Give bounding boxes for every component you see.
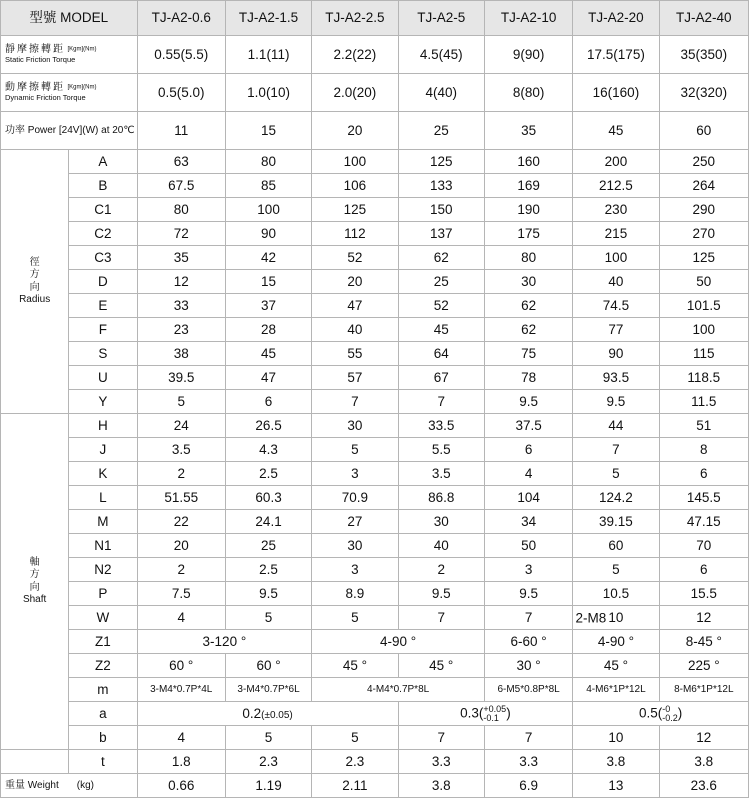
value-cell: 225 ° [659,654,748,678]
value-cell: 45 ° [312,654,398,678]
value-cell: 7 [398,390,484,414]
value-cell: 40 [312,318,398,342]
value-cell: 4.3 [225,438,311,462]
value-cell: 13 [573,774,659,798]
value-cell: 47 [225,366,311,390]
value-cell: 37 [225,294,311,318]
value-cell: 100 [659,318,748,342]
value-cell: 10.5 [573,582,659,606]
value-cell: 30 ° [484,654,572,678]
value-cell: 4.5(45) [398,36,484,74]
radius-row [1,246,749,270]
value-cell: 37.5 [484,414,572,438]
model-name-cell: TJ-A2-1.5 [225,1,311,36]
value-cell: 4(40) [398,74,484,112]
value-cell: 60 [659,112,748,150]
dimension-label: L [69,486,137,510]
value-cell: 230 [573,198,659,222]
t-row [1,750,749,774]
value-cell: 72 [137,222,225,246]
value-cell: 86.8 [398,486,484,510]
value-cell: 24 [137,414,225,438]
value-cell: 4 [137,726,225,750]
value-cell: 12 [659,726,748,750]
static-torque-label [1,36,138,74]
value-cell: 5 [137,390,225,414]
dimension-label: C1 [69,198,137,222]
value-cell: 2.5 [225,558,311,582]
value-cell: 8(80) [484,74,572,112]
weight-row [1,774,749,798]
value-cell: 25 [398,112,484,150]
value-cell: 45 ° [573,654,659,678]
dimension-label: K [69,462,137,486]
value-cell: 1.8 [137,750,225,774]
value-cell: 2.2(22) [312,36,398,74]
value-cell: 6-60 ° [484,630,572,654]
value-cell: 100 [225,198,311,222]
static-torque-cn: 靜摩擦轉距 [5,44,65,56]
value-cell: 26.5 [225,414,311,438]
shaft-en: Shaft [22,594,47,605]
shaft-row-z1 [1,630,749,654]
value-cell: 0.2(±0.05) [137,702,398,726]
value-cell: 33.5 [398,414,484,438]
value-cell: 10 [573,726,659,750]
value-cell: 6 [484,438,572,462]
shaft-row-a [1,702,749,726]
value-cell: 12 [659,606,748,630]
value-cell: 40 [573,270,659,294]
value-cell: 4 [484,462,572,486]
shaft-row [1,462,749,486]
value-cell: 0.66 [137,774,225,798]
static-torque-en: Static Friction Torque [5,55,76,65]
model-name-cell: TJ-A2-5 [398,1,484,36]
value-cell: 6 [659,462,748,486]
model-header: 型號 MODEL [1,1,138,36]
value-cell: 45 [573,112,659,150]
value-cell: 15 [225,112,311,150]
value-cell: 0.3( +0.05 -0.1 ) [398,702,573,726]
header-row [1,1,749,36]
value-cell: 11.5 [659,390,748,414]
shaft-row [1,582,749,606]
value-cell: 7 [573,438,659,462]
value-cell: 32(320) [659,74,748,112]
value-cell: 290 [659,198,748,222]
value-cell: 70 [659,534,748,558]
value-cell: 7 [398,726,484,750]
value-cell: 5 [312,726,398,750]
model-name-cell: TJ-A2-40 [659,1,748,36]
dimension-label: D [69,270,137,294]
value-cell: 2.5 [225,462,311,486]
shaft-row [1,438,749,462]
value-cell: 55 [312,342,398,366]
value-cell: 90 [573,342,659,366]
value-cell: 125 [659,246,748,270]
value-cell: 104 [484,486,572,510]
value-cell: 80 [137,198,225,222]
power-label: 功率 Power [24V](W) at 20℃ [1,112,138,150]
value-cell: 125 [398,150,484,174]
value-cell: 133 [398,174,484,198]
value-cell: 20 [312,112,398,150]
value-cell: 4 [137,606,225,630]
value-cell: 5 [573,558,659,582]
value-cell: 175 [484,222,572,246]
value-cell: 212.5 [573,174,659,198]
model-name-cell: TJ-A2-0.6 [137,1,225,36]
value-cell: 50 [659,270,748,294]
shaft-row [1,510,749,534]
static-torque-row [1,36,749,74]
value-cell: 60 ° [137,654,225,678]
radius-group-label: 徑 方 向 Radius [1,150,69,414]
value-cell: 11 [137,112,225,150]
value-cell: 39.5 [137,366,225,390]
dimension-label: Z1 [69,630,137,654]
value-cell: 35 [137,246,225,270]
value-cell: 60.3 [225,486,311,510]
value-cell: 47 [312,294,398,318]
dimension-label: P [69,582,137,606]
weight-label: 重量 Weight (kg) [1,774,138,798]
radius-row [1,318,749,342]
value-cell: 124.2 [573,486,659,510]
value-cell: 3.5 [398,462,484,486]
dimension-label: a [69,702,137,726]
value-cell: 270 [659,222,748,246]
value-cell: 30 [484,270,572,294]
dimension-label: U [69,366,137,390]
value-cell: 20 [137,534,225,558]
shaft-row-z2 [1,654,749,678]
value-cell: 5 [573,462,659,486]
value-cell: 3.5 [137,438,225,462]
value-cell: 3 [484,558,572,582]
value-cell: 22 [137,510,225,534]
shaft-row-w [1,606,749,630]
value-cell: 47.15 [659,510,748,534]
value-cell: 4-M4*0.7P*8L [312,678,485,702]
value-cell: 145.5 [659,486,748,510]
value-cell: 30 [312,534,398,558]
value-cell: 30 [398,510,484,534]
value-cell: 77 [573,318,659,342]
value-cell: 3-120 ° [137,630,312,654]
dimension-label: C2 [69,222,137,246]
value-cell: 7 [484,726,572,750]
value-cell: 4-90 ° [312,630,485,654]
shaft-row [1,486,749,510]
value-cell: 3.8 [398,774,484,798]
value-cell: 52 [312,246,398,270]
value-cell: 75 [484,342,572,366]
value-cell: 27 [312,510,398,534]
value-cell: 62 [398,246,484,270]
value-cell: 62 [484,318,572,342]
value-cell: 0.5( -0 -0.2 ) [573,702,749,726]
value-cell: 7.5 [137,582,225,606]
value-cell: 62 [484,294,572,318]
dimension-label: S [69,342,137,366]
value-cell: 30 [312,414,398,438]
value-cell: 45 [225,342,311,366]
value-cell: 8 [659,438,748,462]
value-cell: 23.6 [659,774,748,798]
value-cell: 190 [484,198,572,222]
radius-row [1,270,749,294]
value-cell: 64 [398,342,484,366]
dimension-label: W [69,606,137,630]
value-cell: 3.3 [398,750,484,774]
value-cell: 90 [225,222,311,246]
radius-row [1,150,749,174]
value-cell: 15.5 [659,582,748,606]
value-cell: 3.8 [573,750,659,774]
value-cell: 28 [225,318,311,342]
value-cell: 106 [312,174,398,198]
value-cell: 67 [398,366,484,390]
value-cell: 2.0(20) [312,74,398,112]
value-cell: 10 [573,606,659,630]
value-cell: 4-90 ° [573,630,659,654]
dimension-label: Z2 [69,654,137,678]
value-cell: 5 [312,606,398,630]
value-cell: 60 [573,534,659,558]
value-cell: 1.1(11) [225,36,311,74]
radius-row [1,174,749,198]
value-cell: 0.5(5.0) [137,74,225,112]
value-cell: 8.9 [312,582,398,606]
value-cell: 169 [484,174,572,198]
value-cell: 70.9 [312,486,398,510]
dimension-label: J [69,438,137,462]
value-cell: 112 [312,222,398,246]
value-cell: 9.5 [484,390,572,414]
power-row [1,112,749,150]
value-cell: 17.5(175) [573,36,659,74]
value-cell: 44 [573,414,659,438]
value-cell: 2.11 [312,774,398,798]
value-cell: 101.5 [659,294,748,318]
value-cell: 51 [659,414,748,438]
w-note: 2-M8 [575,609,607,625]
value-cell: 3-M4*0.7P*6L [225,678,311,702]
shaft-row [1,534,749,558]
value-cell: 12 [137,270,225,294]
dynamic-torque-row [1,74,749,112]
value-cell: 8-M6*1P*12L [659,678,748,702]
value-cell: 15 [225,270,311,294]
model-name-cell: TJ-A2-10 [484,1,572,36]
value-cell: 2 [137,558,225,582]
dimension-label: N1 [69,534,137,558]
value-cell: 118.5 [659,366,748,390]
value-cell: 7 2-M8 [484,606,572,630]
value-cell: 6 [659,558,748,582]
value-cell: 100 [312,150,398,174]
radius-en: Radius [19,294,51,305]
value-cell: 2 [398,558,484,582]
shaft-row-m [1,678,749,702]
value-cell: 34 [484,510,572,534]
value-cell: 57 [312,366,398,390]
dimension-label: F [69,318,137,342]
dynamic-torque-label [1,74,138,112]
value-cell: 51.55 [137,486,225,510]
value-cell: 40 [398,534,484,558]
value-cell: 6.9 [484,774,572,798]
dimension-label: A [69,150,137,174]
dimension-label: N2 [69,558,137,582]
value-cell: 125 [312,198,398,222]
value-cell: 150 [398,198,484,222]
value-cell: 215 [573,222,659,246]
radius-row [1,342,749,366]
value-cell: 45 [398,318,484,342]
radius-row [1,222,749,246]
shaft-row [1,414,749,438]
dimension-label: b [69,726,137,750]
value-cell: 9.5 [573,390,659,414]
torque-unit: [Kgm](Nm) [67,84,97,91]
dimension-label: C3 [69,246,137,270]
value-cell: 3.3 [484,750,572,774]
value-cell: 20 [312,270,398,294]
value-cell: 3 [312,462,398,486]
value-cell: 85 [225,174,311,198]
value-cell: 35 [484,112,572,150]
value-cell: 7 [398,606,484,630]
value-cell: 8-45 ° [659,630,748,654]
value-cell: 9.5 [398,582,484,606]
value-cell: 0.55(5.5) [137,36,225,74]
value-cell: 5.5 [398,438,484,462]
dynamic-torque-en: Dynamic Friction Torque [5,93,86,103]
value-cell: 264 [659,174,748,198]
value-cell: 6-M5*0.8P*8L [484,678,572,702]
value-cell: 9(90) [484,36,572,74]
value-cell: 23 [137,318,225,342]
dimension-label: B [69,174,137,198]
value-cell: 52 [398,294,484,318]
value-cell: 9.5 [225,582,311,606]
value-cell: 93.5 [573,366,659,390]
shaft-row [1,558,749,582]
dimension-label: t [69,750,137,774]
value-cell: 67.5 [137,174,225,198]
value-cell: 5 [225,726,311,750]
model-name-cell: TJ-A2-20 [573,1,659,36]
value-cell: 6 [225,390,311,414]
value-cell: 5 [225,606,311,630]
shaft-row-b [1,726,749,750]
value-cell: 100 [573,246,659,270]
value-cell: 250 [659,150,748,174]
value-cell: 42 [225,246,311,270]
value-cell: 3.8 [659,750,748,774]
value-cell: 38 [137,342,225,366]
value-cell: 78 [484,366,572,390]
value-cell: 80 [225,150,311,174]
value-cell: 160 [484,150,572,174]
torque-unit: [Kgm](Nm) [67,46,97,53]
value-cell: 2 [137,462,225,486]
value-cell: 137 [398,222,484,246]
value-cell: 3-M4*0.7P*4L [137,678,225,702]
dimension-label: m [69,678,137,702]
value-cell: 33 [137,294,225,318]
value-cell: 35(350) [659,36,748,74]
value-cell: 3 [312,558,398,582]
model-name-cell: TJ-A2-2.5 [312,1,398,36]
value-cell: 9.5 [484,582,572,606]
value-cell: 1.0(10) [225,74,311,112]
value-cell: 200 [573,150,659,174]
radius-row [1,390,749,414]
value-cell: 25 [398,270,484,294]
dimension-label: H [69,414,137,438]
dimension-label: Y [69,390,137,414]
dimension-label: E [69,294,137,318]
value-cell: 2.3 [312,750,398,774]
value-cell: 45 ° [398,654,484,678]
value-cell: 4-M6*1P*12L [573,678,659,702]
value-cell: 115 [659,342,748,366]
value-cell: 5 [312,438,398,462]
value-cell: 74.5 [573,294,659,318]
value-cell: 60 ° [225,654,311,678]
t-group-cell [1,750,69,774]
value-cell: 1.19 [225,774,311,798]
value-cell: 39.15 [573,510,659,534]
dimension-label: M [69,510,137,534]
value-cell: 63 [137,150,225,174]
value-cell: 25 [225,534,311,558]
value-cell: 7 [312,390,398,414]
shaft-group-label: 軸 方 向 Shaft [1,414,69,750]
value-cell: 16(160) [573,74,659,112]
value-cell: 50 [484,534,572,558]
value-cell: 80 [484,246,572,270]
radius-row [1,294,749,318]
value-cell: 2.3 [225,750,311,774]
dynamic-torque-cn: 動摩擦轉距 [5,82,65,94]
radius-row [1,366,749,390]
radius-row [1,198,749,222]
value-cell: 24.1 [225,510,311,534]
